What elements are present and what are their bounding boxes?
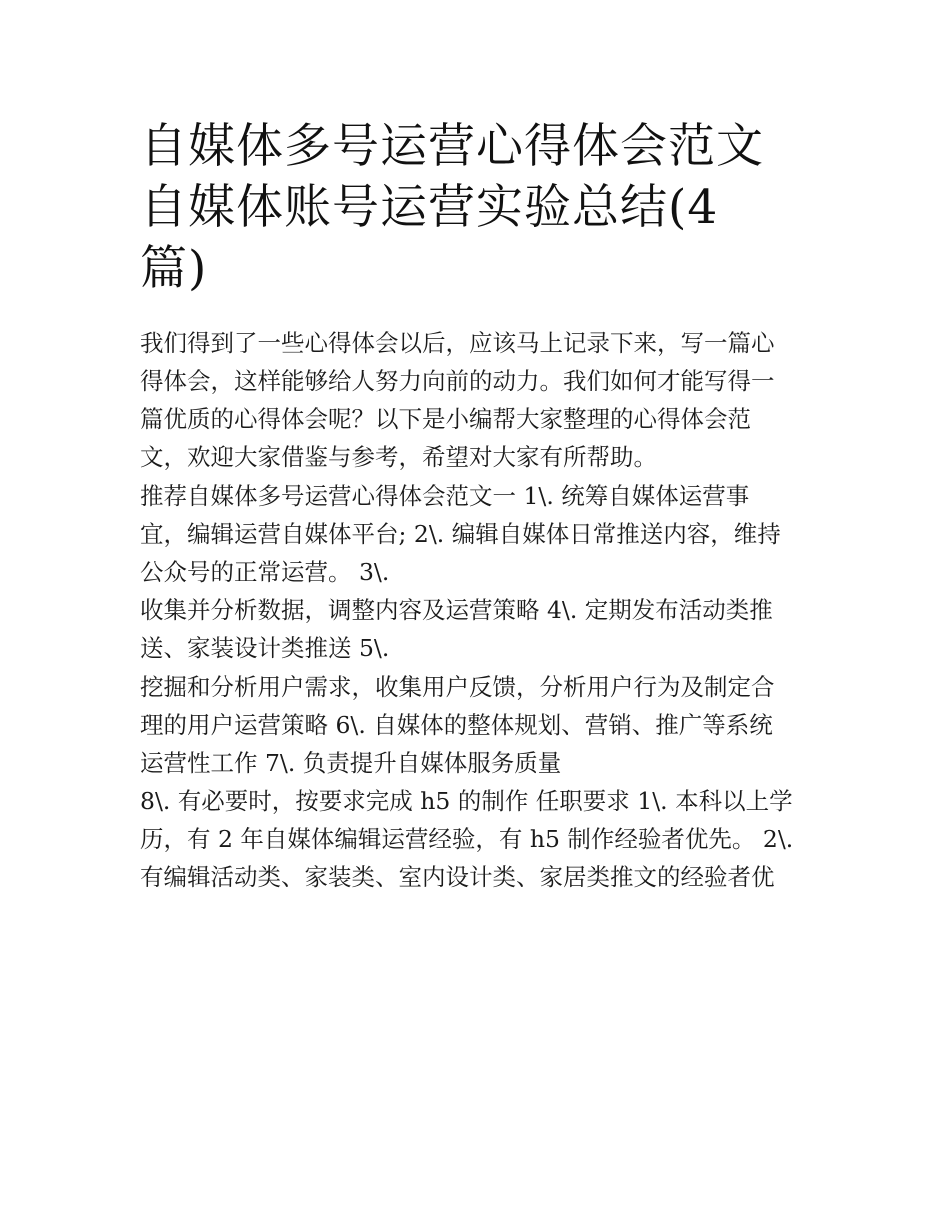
text-line: 理的用户运营策略 6\. 自媒体的整体规划、营销、推广等系统 — [140, 710, 773, 739]
text-line: 得体会，这样能够给人努力向前的动力。我们如何才能写得一 — [140, 367, 775, 395]
text-line: 公众号的正常运营。 3\. — [140, 557, 390, 586]
text-line: 文，欢迎大家借鉴与参考，希望对大家有所帮助。 — [140, 443, 657, 471]
text-line: 推荐自媒体多号运营心得体会范文一 1\. 统筹自媒体运营事 — [140, 481, 750, 510]
text-line: 送、家装设计类推送 5\. — [140, 634, 390, 662]
document-body — [140, 324, 820, 896]
body-paragraph — [140, 668, 820, 782]
text-line: 篇优质的心得体会呢？以下是小编帮大家整理的心得体会范 — [140, 405, 751, 433]
text-line: 挖掘和分析用户需求，收集用户反馈，分析用户行为及制定合 — [140, 672, 775, 701]
text-line: 收集并分析数据，调整内容及运营策略 4\. 定期发布活动类推 — [140, 596, 773, 624]
text-line: 运营性工作 7\. 负责提升自媒体服务质量 — [140, 748, 562, 777]
text-line: 我们得到了一些心得体会以后，应该马上记录下来，写一篇心 — [140, 329, 775, 357]
intro-paragraph — [140, 324, 820, 476]
text-line: 历，有 2 年自媒体编辑运营经验，有 h5 制作经验者优先。 2\. — [140, 825, 794, 853]
text-line: 有编辑活动类、家装类、室内设计类、家居类推文的经验者优 — [140, 863, 775, 891]
title-line: 篇) — [140, 241, 208, 296]
text-line: 8\. 有必要时，按要求完成 h5 的制作 任职要求 1\. 本科以上学 — [140, 787, 793, 815]
document-page — [140, 116, 820, 897]
text-line: 宜，编辑运营自媒体平台; 2\. 编辑自媒体日常推送内容，维持 — [140, 519, 781, 548]
body-paragraph — [140, 477, 820, 591]
title-line: 自媒体多号运营心得体会范文 — [140, 119, 764, 174]
body-paragraph — [140, 782, 820, 896]
title-line: 自媒体账号运营实验总结(4 — [140, 180, 719, 235]
document-title — [140, 116, 820, 299]
body-paragraph — [140, 591, 820, 667]
